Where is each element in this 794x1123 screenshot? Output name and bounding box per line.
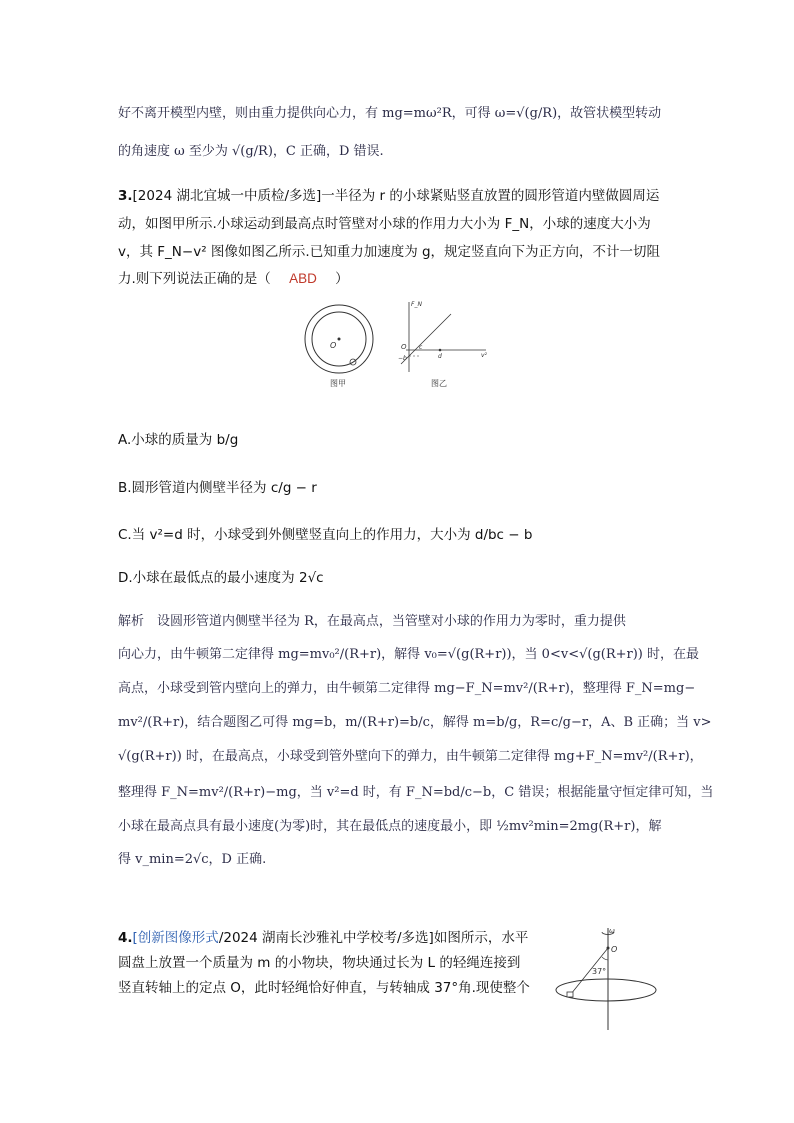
figure-circular-tube — [305, 305, 373, 388]
q4-stem-line-3: 竖直转轴上的定点 O，此时轻绳恰好伸直，与转轴成 37°角.现使整个 — [118, 980, 530, 996]
q3-solution-line-1: 解析 设圆形管道内侧壁半径为 R，在最高点，当管壁对小球的作用力为零时，重力提供 — [118, 614, 626, 629]
q3-stem-line-4 — [118, 267, 349, 287]
q4-tag-link[interactable]: [创新图像形式 — [132, 930, 219, 946]
x-axis-label: v² — [481, 352, 487, 359]
small-block — [567, 992, 573, 997]
y-axis-label: F_N — [411, 301, 422, 308]
q4-number: 4. — [118, 930, 133, 946]
caption-left: 图甲 — [330, 379, 346, 388]
intercept-c-label: c — [419, 344, 423, 351]
option-c: C.当 v²=d 时，小球受到外侧壁竖直向上的作用力，大小为 d/bc − b — [118, 527, 533, 543]
q4-stem-line-2: 圆盘上放置一个质量为 m 的小物块，物块通过长为 L 的轻绳连接到 — [118, 955, 521, 971]
q3-solution-line-2: 向心力，由牛顿第二定律得 mg=mv₀²/(R+r)，解得 v₀=√(g(R+r))，当 0<v<√(g(R+r)) 时，在最 — [118, 647, 700, 662]
q3-solution-line-6: 整理得 F_N=mv²/(R+r)−mg，当 v²=d 时，有 F_N=bd/c−b，C 错误；根据能量守恒定律可知，当 — [118, 785, 714, 800]
q3-solution-line-4: mv²/(R+r)，结合题图乙可得 mg=b，m/(R+r)=b/c，解得 m=b/g，R=c/g−r，A、B 正确；当 v> — [118, 715, 712, 730]
figure-fn-v2-graph — [398, 301, 488, 388]
option-a: A.小球的质量为 b/g — [118, 432, 239, 448]
graph-line — [401, 314, 451, 364]
q3-solution-line-5: √(g(R+r)) 时，在最高点，小球受到管外壁向下的弹力，由牛顿第二定律得 mg+F_N=mv²/(R+r)， — [118, 749, 703, 764]
option-b: B.圆形管道内侧壁半径为 c/g − r — [118, 480, 317, 496]
q3-solution-line-7: 小球在最高点具有最小速度(为零)时，其在最低点的速度最小，即 ½mv²min=2mg(R+r)，解 — [118, 819, 662, 834]
turntable — [556, 979, 656, 1001]
point-d-label: d — [438, 353, 442, 360]
q3-stem-line-1 — [118, 184, 659, 204]
q4-figure — [550, 924, 662, 1034]
prev-solution-line-1: 好不离开模型内壁，则由重力提供向心力，有 mg=mω²R，可得 ω=√(g/R)，故管状模型转动 — [118, 106, 662, 121]
q3-stem-line-3: v，其 F_N−v² 图像如图乙所示.已知重力加速度为 g，规定竖直向下为正方向，不计一切阻 — [118, 244, 661, 260]
angle-label: 37° — [592, 967, 607, 976]
pivot-o-label: O — [611, 945, 618, 954]
option-d: D.小球在最低点的最小速度为 2√c — [118, 570, 324, 586]
q3-number: 3. — [118, 188, 133, 204]
caption-right: 图乙 — [431, 379, 447, 388]
q3-answer: ABD — [289, 271, 317, 286]
q4-stem-line-1 — [118, 926, 528, 946]
origin-label: O — [401, 343, 407, 351]
omega-label: ω — [609, 927, 615, 935]
q3-line4-post: ） — [335, 271, 349, 287]
q3-line1-text: [2024 湖北宜城一中质检/多选]一半径为 r 的小球紧贴竖直放置的圆形管道内壁做圆周运 — [132, 188, 660, 204]
intercept-b-label: −b — [398, 355, 407, 362]
center-label: O — [330, 341, 337, 350]
prev-solution-line-2: 的角速度 ω 至少为 √(g/R)，C 正确，D 错误. — [118, 144, 384, 159]
q4-line1-rest: /2024 湖南长沙雅礼中学校考/多选]如图所示，水平 — [218, 930, 529, 946]
q3-solution-line-8: 得 v_min=2√c，D 正确. — [118, 852, 267, 867]
q3-figure — [300, 296, 500, 396]
q3-line4-pre: 力.则下列说法正确的是（ — [118, 271, 271, 287]
q3-stem-line-2: 动，如图甲所示.小球运动到最高点时管壁对小球的作用力大小为 F_N，小球的速度大小为 — [118, 216, 651, 232]
q3-solution-line-3: 高点，小球受到管内壁向上的弹力，由牛顿第二定律得 mg−F_N=mv²/(R+r)，整理得 F_N=mg− — [118, 681, 696, 696]
